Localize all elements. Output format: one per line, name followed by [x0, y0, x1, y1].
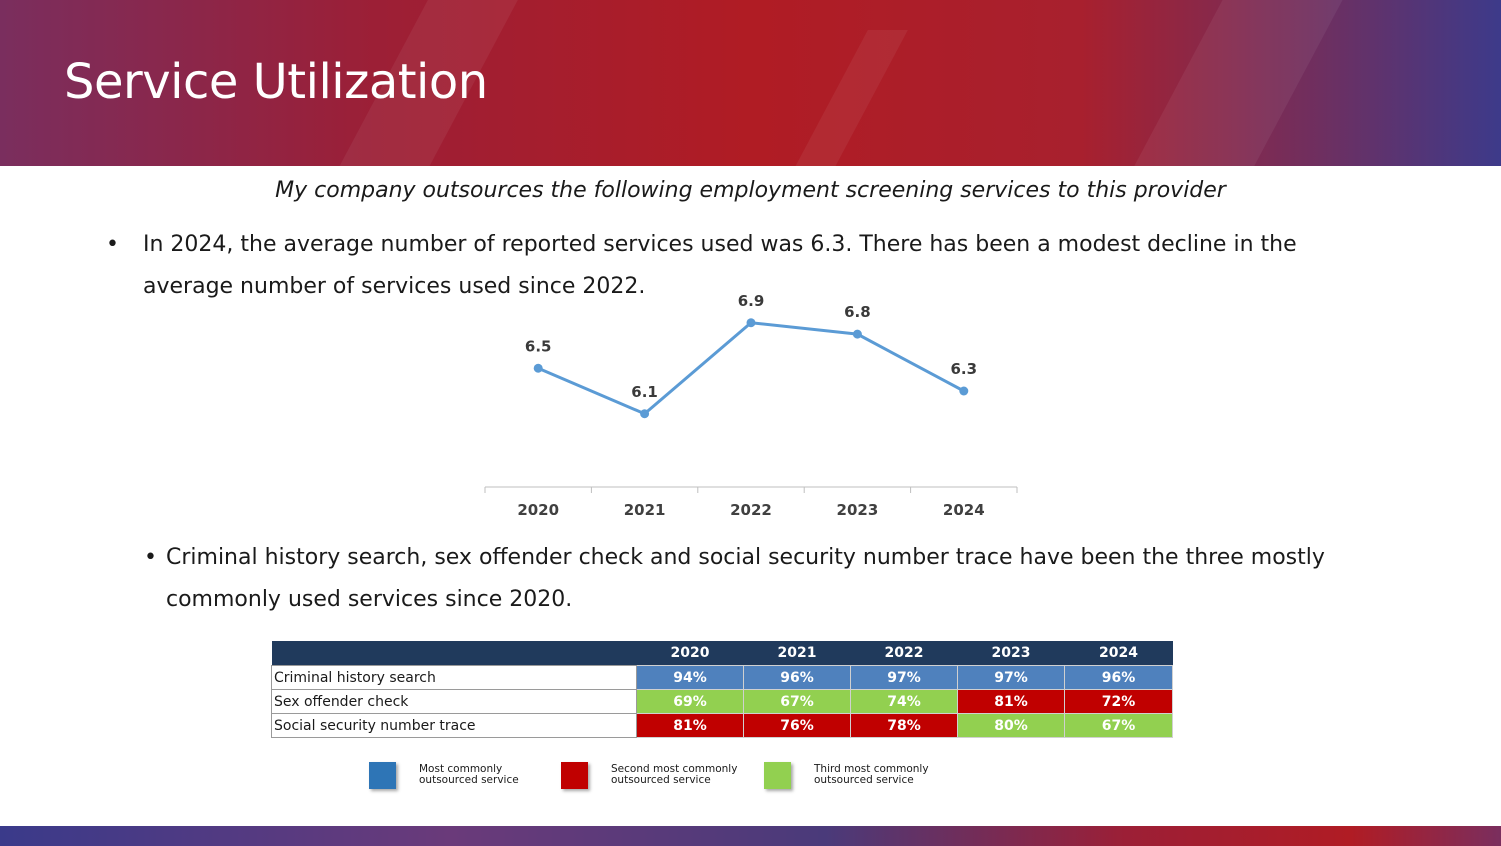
table-cell: 69%	[637, 690, 744, 714]
row-label: Sex offender check	[272, 690, 637, 714]
x-tick-label: 2020	[517, 501, 560, 519]
table-cell: 81%	[958, 690, 1065, 714]
legend-label: Third most commonly outsourced service	[814, 763, 929, 786]
table-cell: 96%	[1065, 666, 1173, 690]
table-cell: 72%	[1065, 690, 1173, 714]
table-row	[272, 666, 1173, 690]
data-label: 6.9	[737, 291, 765, 310]
legend-label: Second most commonly outsourced service	[611, 763, 738, 786]
table-header-row	[272, 641, 1173, 666]
data-labels	[525, 292, 977, 401]
row-label: Criminal history search	[272, 666, 637, 690]
data-point	[853, 330, 862, 339]
service-usage-table	[271, 641, 1173, 738]
table-cell: 67%	[1065, 714, 1173, 738]
legend-label: Most commonly outsourced service	[419, 763, 519, 786]
data-label: 6.8	[844, 303, 871, 322]
bullet-top-services	[144, 537, 1384, 621]
series-line	[538, 323, 964, 414]
table-header-year: 2022	[851, 641, 958, 666]
data-point	[640, 409, 649, 418]
data-point	[534, 364, 543, 373]
bullet-marker: •	[144, 545, 157, 570]
table-header-year: 2023	[958, 641, 1065, 666]
row-label: Social security number trace	[272, 714, 637, 738]
table-header-year: 2020	[637, 641, 744, 666]
table-cell: 94%	[637, 666, 744, 690]
page-title: Service Utilization	[64, 54, 488, 110]
table-cell: 67%	[744, 690, 851, 714]
table-cell: 74%	[851, 690, 958, 714]
legend-swatch	[561, 762, 588, 789]
data-point	[747, 318, 756, 327]
table-header-year: 2021	[744, 641, 851, 666]
data-label: 6.1	[631, 382, 658, 401]
bullet-text: In 2024, the average number of reported services used was 6.3. There has been a modest decline in the average number of services used since 2022.	[143, 232, 1297, 299]
x-tick-label: 2024	[942, 501, 985, 519]
table-row	[272, 690, 1173, 714]
data-label: 6.3	[950, 360, 978, 378]
table-cell: 96%	[744, 666, 851, 690]
table-row	[272, 714, 1173, 738]
table-cell: 76%	[744, 714, 851, 738]
legend-swatch	[369, 762, 396, 789]
table-cell: 97%	[851, 666, 958, 690]
x-tick-label: 2021	[623, 501, 666, 519]
bullet-text: Criminal history search, sex offender check and social security number trace have been the three mostly commonly used services since 2020.	[166, 545, 1325, 612]
x-tick-label: 2023	[836, 501, 879, 519]
bullet-marker: •	[106, 232, 119, 257]
legend-swatch	[764, 762, 791, 789]
x-tick-label: 2022	[730, 501, 772, 519]
table-header-year: 2024	[1065, 641, 1173, 666]
table-cell: 80%	[958, 714, 1065, 738]
data-label: 6.5	[524, 337, 552, 356]
table-cell: 78%	[851, 714, 958, 738]
x-axis	[485, 487, 1017, 519]
table-cell: 81%	[637, 714, 744, 738]
table-cell: 97%	[958, 666, 1065, 690]
table-header-blank	[272, 641, 637, 666]
data-point	[959, 387, 968, 396]
footer-band	[0, 826, 1501, 846]
chart-subtitle: My company outsources the following employment screening services to this provider	[275, 178, 1226, 203]
series-average-services	[534, 318, 969, 418]
